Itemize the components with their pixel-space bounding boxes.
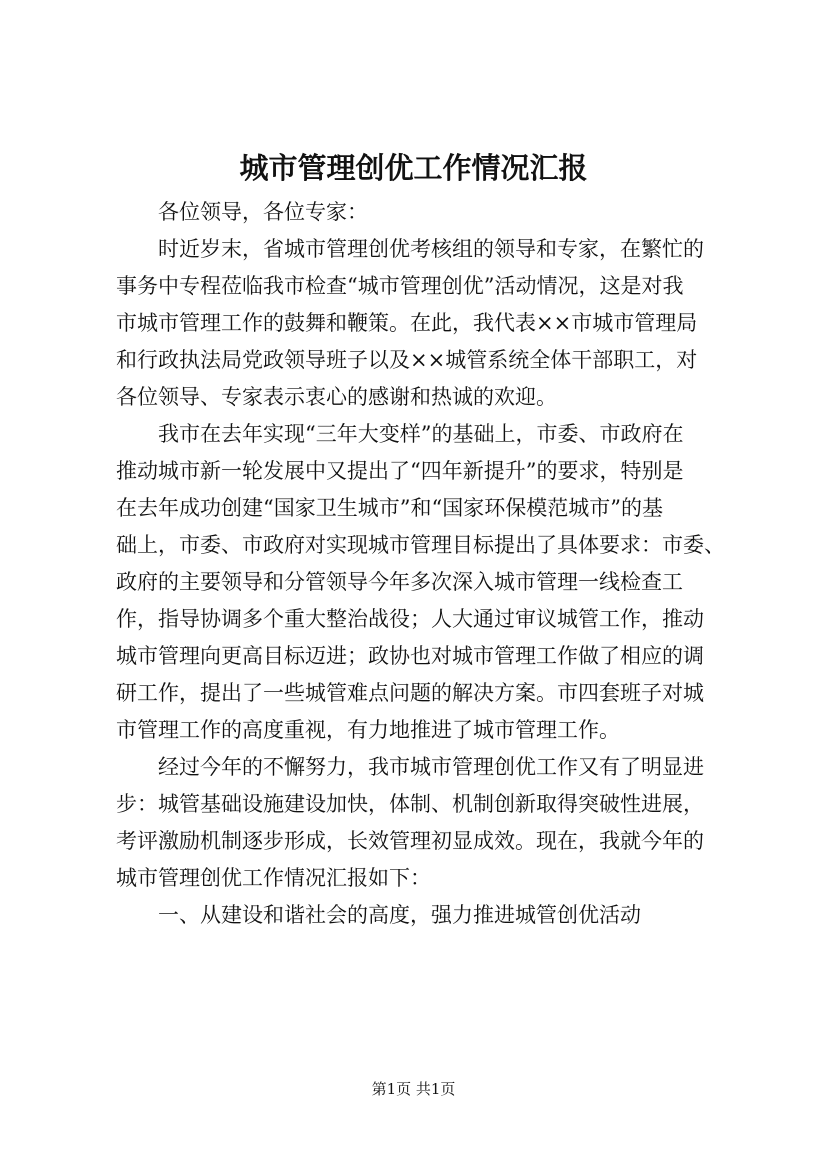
paragraph-line: 作，指导协调多个重大整治战役；人大通过审议城管工作，推动 <box>116 607 704 631</box>
paragraph-line: 市管理工作的高度重视，有力地推进了城市管理工作。 <box>116 718 620 742</box>
paragraph-line: 城市管理创优工作情况汇报如下： <box>116 866 431 890</box>
paragraph-line: 市城市管理工作的鼓舞和鞭策。在此，我代表××市城市管理局 <box>116 311 698 335</box>
paragraph-line: 经过今年的不懈努力，我市城市管理创优工作又有了明显进 <box>158 755 704 779</box>
salutation-line: 各位领导，各位专家： <box>158 200 368 224</box>
paragraph-line: 时近岁末，省城市管理创优考核组的领导和专家，在繁忙的 <box>158 237 704 261</box>
page-number-footer: 第1页 共1页 <box>371 1080 456 1098</box>
paragraph-line: 研工作，提出了一些城管难点问题的解决方案。市四套班子对城 <box>116 681 704 705</box>
paragraph-line: 考评激励机制逐步形成，长效管理初显成效。现在，我就今年的 <box>116 829 704 853</box>
paragraph-line: 我市在去年实现“三年大变样”的基础上，市委、市政府在 <box>158 422 684 446</box>
document-body <box>116 194 726 934</box>
paragraph-line: 城市管理向更高目标迈进；政协也对城市管理工作做了相应的调 <box>116 644 704 668</box>
paragraph-line: 各位领导、专家表示衷心的感谢和热诚的欢迎。 <box>116 385 557 409</box>
paragraph-line: 政府的主要领导和分管领导今年多次深入城市管理一线检查工 <box>116 570 683 594</box>
paragraph-line: 和行政执法局党政领导班子以及××城管系统全体干部职工，对 <box>116 348 698 372</box>
paragraph-line: 础上，市委、市政府对实现城市管理目标提出了具体要求：市委、 <box>116 533 725 557</box>
section-heading: 一、从建设和谐社会的高度，强力推进城管创优活动 <box>158 903 641 927</box>
paragraph-line: 事务中专程莅临我市检查“城市管理创优”活动情况，这是对我 <box>116 274 684 298</box>
paragraph-line: 在去年成功创建“国家卫生城市”和“国家环保模范城市”的基 <box>116 496 663 520</box>
paragraph-line: 推动城市新一轮发展中又提出了“四年新提升”的要求，特别是 <box>116 459 684 483</box>
paragraph-line: 步：城管基础设施建设加快，体制、机制创新取得突破性进展， <box>116 792 704 816</box>
page-title: 城市管理创优工作情况汇报 <box>239 151 588 185</box>
